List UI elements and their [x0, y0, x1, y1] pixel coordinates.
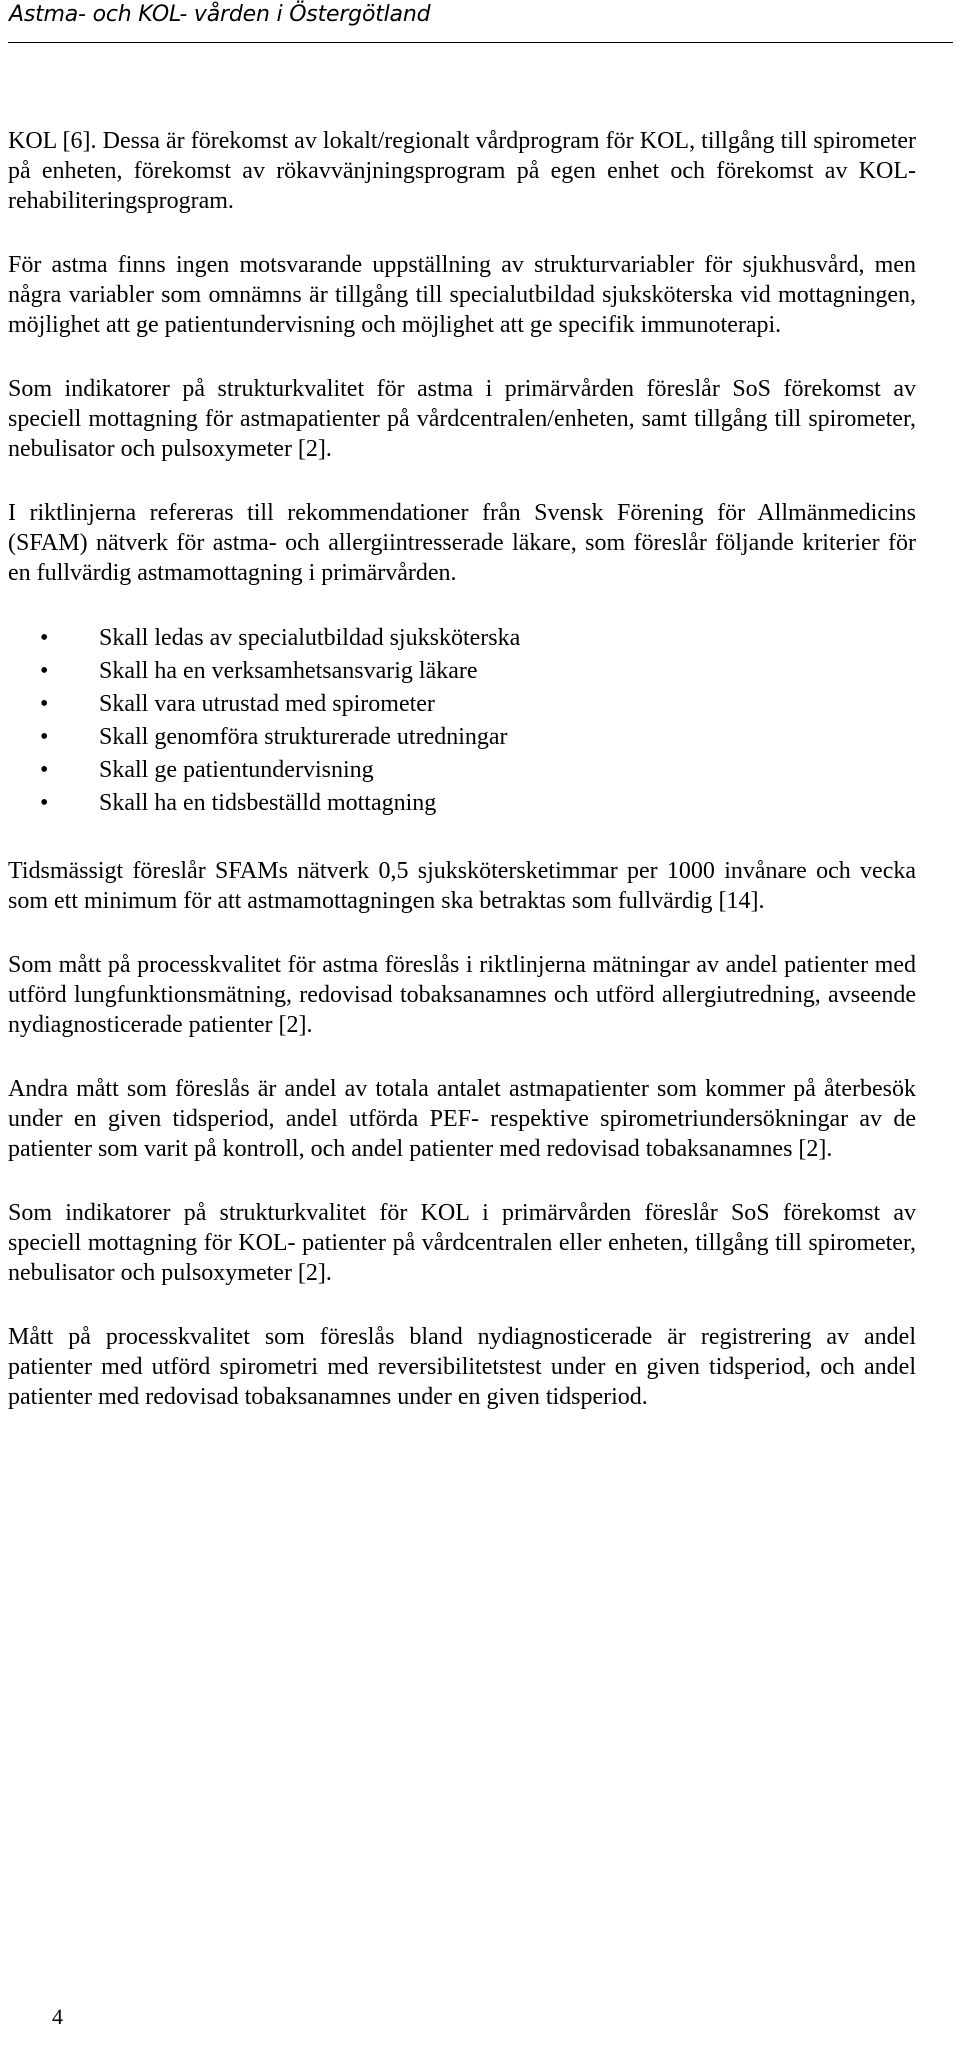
bullet-icon: • [40, 790, 49, 816]
page-number: 4 [52, 2004, 63, 2029]
list-item [8, 688, 916, 721]
bullet-icon: • [40, 658, 49, 684]
paragraph-kol-primary-structure: Som indikatorer på strukturkvalitet för KOL i primärvården föreslår SoS förekomst av speciell mottagning för KOL- patienter på vårdcentralen eller enheten, tillgång till spirometer, nebulisator och pulsoxymeter [2]. [8, 1200, 916, 1286]
list-item [8, 655, 916, 688]
paragraph-sfam-time: Tidsmässigt föreslår SFAMs nätverk 0,5 sjukskötersketimmar per 1000 invånare och vecka som ett minimum för att astmamottagningen ska betraktas som fullvärdig [14]. [8, 858, 916, 914]
paragraph-astma-other-measures: Andra mått som föreslås är andel av totala antalet astmapatienter som kommer på återbesök under en given tidsperiod, andel utförda PEF- respektive spirometriundersökningar av de patienter som varit på kontroll, och andel patienter med redovisad tobaksanamnes [2]. [8, 1076, 916, 1162]
list-item-text: Skall ge patientundervisning [99, 757, 374, 783]
header-divider [8, 42, 953, 43]
list-item-text: Skall vara utrustad med spirometer [99, 691, 435, 717]
list-item-text: Skall genomföra strukturerade utredningar [99, 724, 508, 750]
list-item [8, 622, 916, 655]
paragraph-astma-primary-structure: Som indikatorer på strukturkvalitet för astma i primärvården föreslår SoS förekomst av speciell mottagning för astmapatienter på vårdcentralen/enheten, samt tillgång till spirometer, nebulisator och pulsoxymeter [2]. [8, 376, 916, 462]
paragraph-kol-structure: KOL [6]. Dessa är förekomst av lokalt/regionalt vårdprogram för KOL, tillgång till spirometer på enheten, förekomst av rökavvänjningsprogram på egen enhet och förekomst av KOL- rehabiliteringsprogram. [8, 128, 916, 214]
paragraph-kol-process: Mått på processkvalitet som föreslås bland nydiagnosticerade är registrering av andel patienter med utförd spirometri med reversibilitetstest under en given tidsperiod, och andel patienter med redovisad tobaksanamnes under en given tidsperiod. [8, 1324, 916, 1410]
paragraph-astma-process: Som mått på processkvalitet för astma föreslås i riktlinjerna mätningar av andel patienter med utförd lungfunktionsmätning, redovisad tobaksanamnes och utförd allergiutredning, avseende nydiagnosticerade patienter [2]. [8, 952, 916, 1038]
paragraph-astma-hospital: För astma finns ingen motsvarande uppställning av strukturvariabler för sjukhusvård, men några variabler som omnämns är tillgång till specialutbildad sjuksköterska vid mottagningen, möjlighet att ge patientundervisning och möjlighet att ge specifik immunoterapi. [8, 252, 916, 338]
bullet-icon: • [40, 625, 49, 651]
criteria-list [8, 622, 916, 820]
list-item [8, 754, 916, 787]
list-item-text: Skall ha en verksamhetsansvarig läkare [99, 658, 478, 684]
paragraph-sfam-recommendations: I riktlinjerna refereras till rekommendationer från Svensk Förening för Allmänmedicins (SFAM) nätverk för astma- och allergiintresserade läkare, som föreslår följande kriterier för en fullvärdig astmamottagning i primärvården. [8, 500, 916, 586]
bullet-icon: • [40, 724, 49, 750]
list-item-text: Skall ledas av specialutbildad sjuksköterska [99, 625, 521, 651]
body-text [8, 126, 916, 1446]
list-item-text: Skall ha en tidsbeställd mottagning [99, 790, 437, 816]
list-item [8, 787, 916, 820]
bullet-icon: • [40, 691, 49, 717]
running-header: Astma- och KOL- vården i Östergötland [9, 2, 431, 27]
list-item [8, 721, 916, 754]
bullet-icon: • [40, 757, 49, 783]
